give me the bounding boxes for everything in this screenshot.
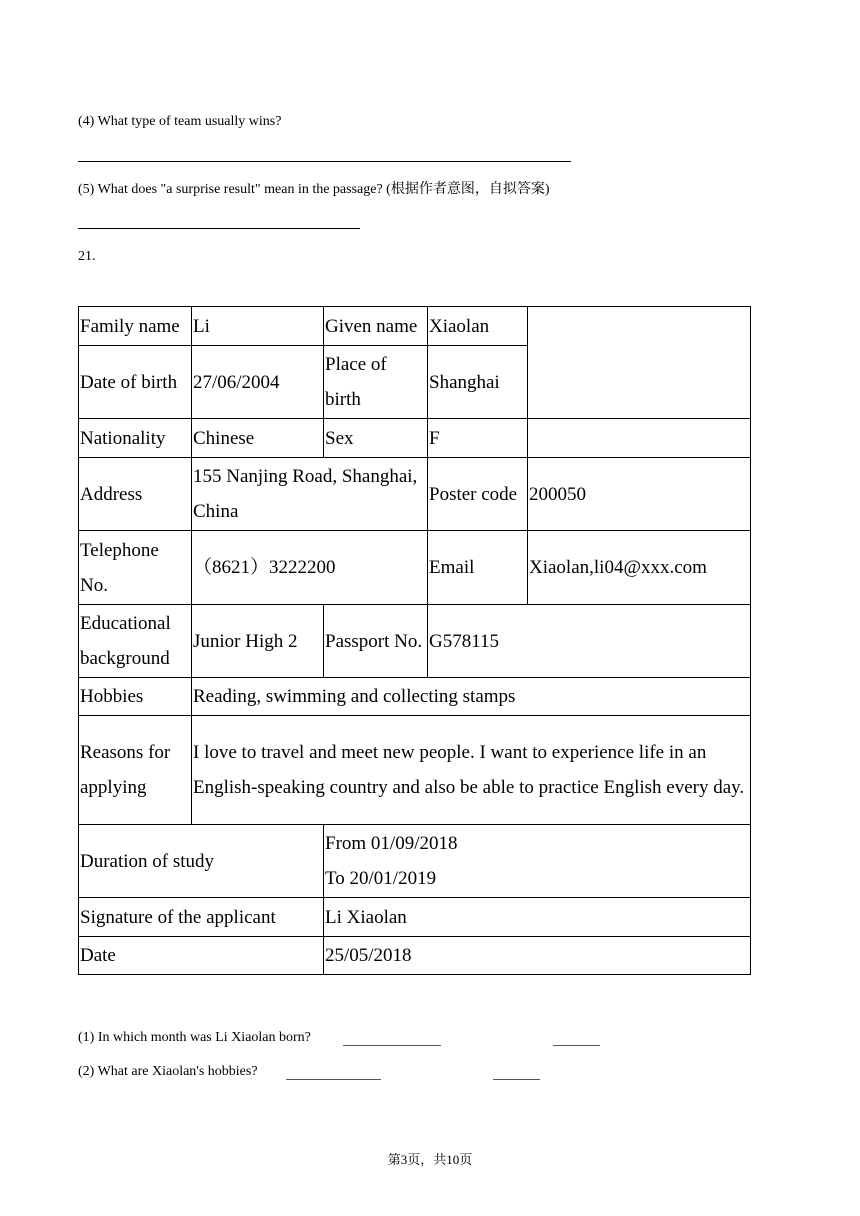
- dob-label: Date of birth: [79, 346, 192, 419]
- question-1: (1) In which month was Li Xiaolan born?: [78, 1030, 311, 1045]
- dob-value: 27/06/2004: [192, 346, 324, 419]
- nationality-label: Nationality: [79, 419, 192, 458]
- application-form-table: [78, 306, 751, 975]
- answer-blank-1b[interactable]: [553, 1045, 600, 1046]
- page-number: 第3页，共10页: [387, 1152, 473, 1167]
- duration-value: [324, 825, 751, 898]
- telephone-label: Telephone No.: [79, 531, 192, 605]
- given-name-label: Given name: [324, 307, 428, 346]
- hobbies-value: Reading, swimming and collecting stamps: [192, 678, 751, 716]
- nationality-value: Chinese: [192, 419, 324, 458]
- sex-label: Sex: [324, 419, 428, 458]
- passport-value: G578115: [428, 605, 751, 678]
- empty-cell: [528, 419, 751, 458]
- email-value: Xiaolan,li04@xxx.com: [528, 531, 751, 605]
- poster-code-label: Poster code: [428, 458, 528, 531]
- address-label: Address: [79, 458, 192, 531]
- sex-value: F: [428, 419, 528, 458]
- answer-line-4[interactable]: [78, 161, 571, 162]
- reasons-label: Reasons for applying: [79, 716, 192, 825]
- hobbies-label: Hobbies: [79, 678, 192, 716]
- place-of-birth-label: Place of birth: [324, 346, 428, 419]
- place-of-birth-value: Shanghai: [428, 346, 528, 419]
- date-value: 25/05/2018: [324, 937, 751, 975]
- reasons-value: I love to travel and meet new people. I want to experience life in an English-speaking country and also be able to practice English every day.: [192, 716, 751, 825]
- photo-cell: [528, 307, 751, 419]
- given-name-value: Xiaolan: [428, 307, 528, 346]
- answer-blank-2b[interactable]: [493, 1079, 540, 1080]
- signature-label: Signature of the applicant: [79, 898, 324, 937]
- duration-from: From 01/09/2018: [325, 833, 458, 854]
- answer-blank-2a[interactable]: [286, 1079, 381, 1080]
- poster-code-value: 200050: [528, 458, 751, 531]
- education-value: Junior High 2: [192, 605, 324, 678]
- answer-blank-1a[interactable]: [343, 1045, 441, 1046]
- address-value: 155 Nanjing Road, Shanghai, China: [192, 458, 428, 531]
- question-4: (4) What type of team usually wins?: [78, 114, 282, 129]
- family-name-label: Family name: [79, 307, 192, 346]
- duration-label: Duration of study: [79, 825, 324, 898]
- passport-label: Passport No.: [324, 605, 428, 678]
- question-5: (5) What does "a surprise result" mean in the passage? (根据作者意图，自拟答案): [78, 182, 550, 197]
- telephone-value: （8621）3222200: [192, 531, 428, 605]
- email-label: Email: [428, 531, 528, 605]
- answer-line-5[interactable]: [78, 228, 360, 229]
- question-21-number: 21.: [78, 249, 96, 264]
- question-2: (2) What are Xiaolan's hobbies?: [78, 1064, 258, 1079]
- family-name-value: Li: [192, 307, 324, 346]
- duration-to: To 20/01/2019: [325, 868, 437, 889]
- date-label: Date: [79, 937, 324, 975]
- signature-value: Li Xiaolan: [324, 898, 751, 937]
- education-label: Educational background: [79, 605, 192, 678]
